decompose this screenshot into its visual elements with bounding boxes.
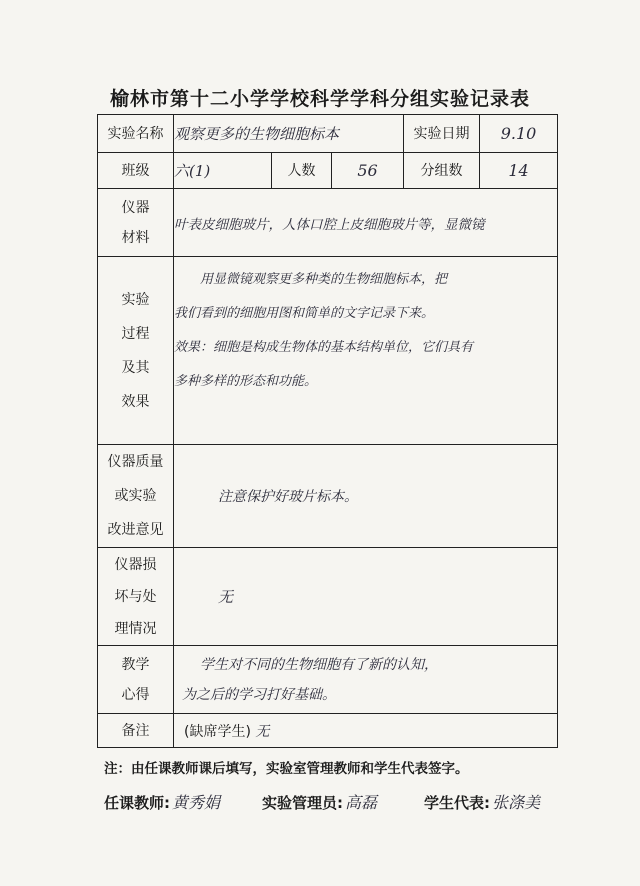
improvement-label [98, 445, 174, 548]
group-count-value: 14 [480, 153, 558, 189]
remarks-value-cell [174, 714, 558, 748]
experiment-name-value: 观察更多的生物细胞标本 [174, 115, 404, 153]
student-label: 学生代表: [424, 794, 490, 812]
process-line: 效果：细胞是构成生物体的基本结构单位，它们具有 [174, 340, 474, 355]
row-materials [98, 189, 558, 257]
experiment-date-value: 9.10 [480, 115, 558, 153]
student-name: 张涤美 [492, 793, 541, 812]
process-line: 我们看到的细胞用图和简单的文字记录下来。 [174, 306, 435, 321]
experiment-name-label: 实验名称 [98, 115, 174, 153]
manager-name: 高磊 [345, 793, 378, 812]
reflection-line: 为之后的学习打好基础。 [182, 686, 336, 703]
row-damage [98, 548, 558, 646]
materials-label [98, 189, 174, 257]
damage-value: 无 [174, 548, 558, 646]
manager-label: 实验管理员: [262, 794, 343, 812]
damage-label-line: 理情况 [114, 620, 157, 637]
damage-label-line: 仪器损 [114, 556, 157, 573]
teacher-name: 黄秀娟 [172, 793, 221, 812]
group-count-label: 分组数 [404, 153, 480, 189]
remarks-label: 备注 [98, 714, 174, 748]
student-signature [424, 790, 540, 813]
materials-label-line: 材料 [121, 229, 150, 246]
damage-label [98, 548, 174, 646]
row-improvement [98, 445, 558, 548]
reflection-label-line: 心得 [121, 686, 150, 703]
page-title: 榆林市第十二小学学校科学学科分组实验记录表 [109, 88, 530, 110]
teacher-signature [104, 790, 220, 813]
improvement-label-line: 改进意见 [107, 522, 164, 538]
manager-signature [262, 790, 377, 813]
reflection-line: 学生对不同的生物细胞有了新的认知， [200, 656, 438, 673]
improvement-label-line: 或实验 [114, 488, 157, 504]
improvement-value: 注意保护好玻片标本。 [174, 445, 558, 548]
student-count-value: 56 [332, 153, 404, 189]
reflection-label [98, 646, 174, 714]
class-value: 六(1) [174, 153, 272, 189]
process-label-line: 效果 [121, 393, 150, 410]
row-remarks [98, 714, 558, 748]
process-value [174, 257, 558, 445]
student-count-label: 人数 [272, 153, 332, 189]
remarks-value: 无 [255, 723, 270, 740]
record-table [97, 114, 558, 748]
process-label-line: 实验 [121, 291, 150, 308]
improvement-label-line: 仪器质量 [107, 454, 164, 470]
row-class [98, 153, 558, 189]
row-experiment-name [98, 115, 558, 153]
experiment-date-label: 实验日期 [404, 115, 480, 153]
row-process [98, 257, 558, 445]
reflection-value [174, 646, 558, 714]
footer-note: 注：由任课教师课后填写，实验室管理教师和学生代表签字。 [104, 761, 469, 777]
materials-value: 叶表皮细胞玻片，人体口腔上皮细胞玻片等，显微镜 [174, 189, 558, 257]
process-label-line: 过程 [121, 325, 150, 342]
reflection-label-line: 教学 [121, 656, 150, 673]
process-label-line: 及其 [121, 359, 150, 376]
remarks-prefix: (缺席学生) [184, 723, 251, 740]
damage-label-line: 坏与处 [114, 588, 157, 605]
teacher-label: 任课教师: [104, 794, 170, 812]
process-line: 多种多样的形态和功能。 [174, 374, 318, 389]
materials-label-line: 仪器 [121, 199, 150, 216]
class-label: 班级 [98, 153, 174, 189]
process-label [98, 257, 174, 445]
process-line: 用显微镜观察更多种类的生物细胞标本，把 [200, 272, 448, 287]
row-reflection [98, 646, 558, 714]
